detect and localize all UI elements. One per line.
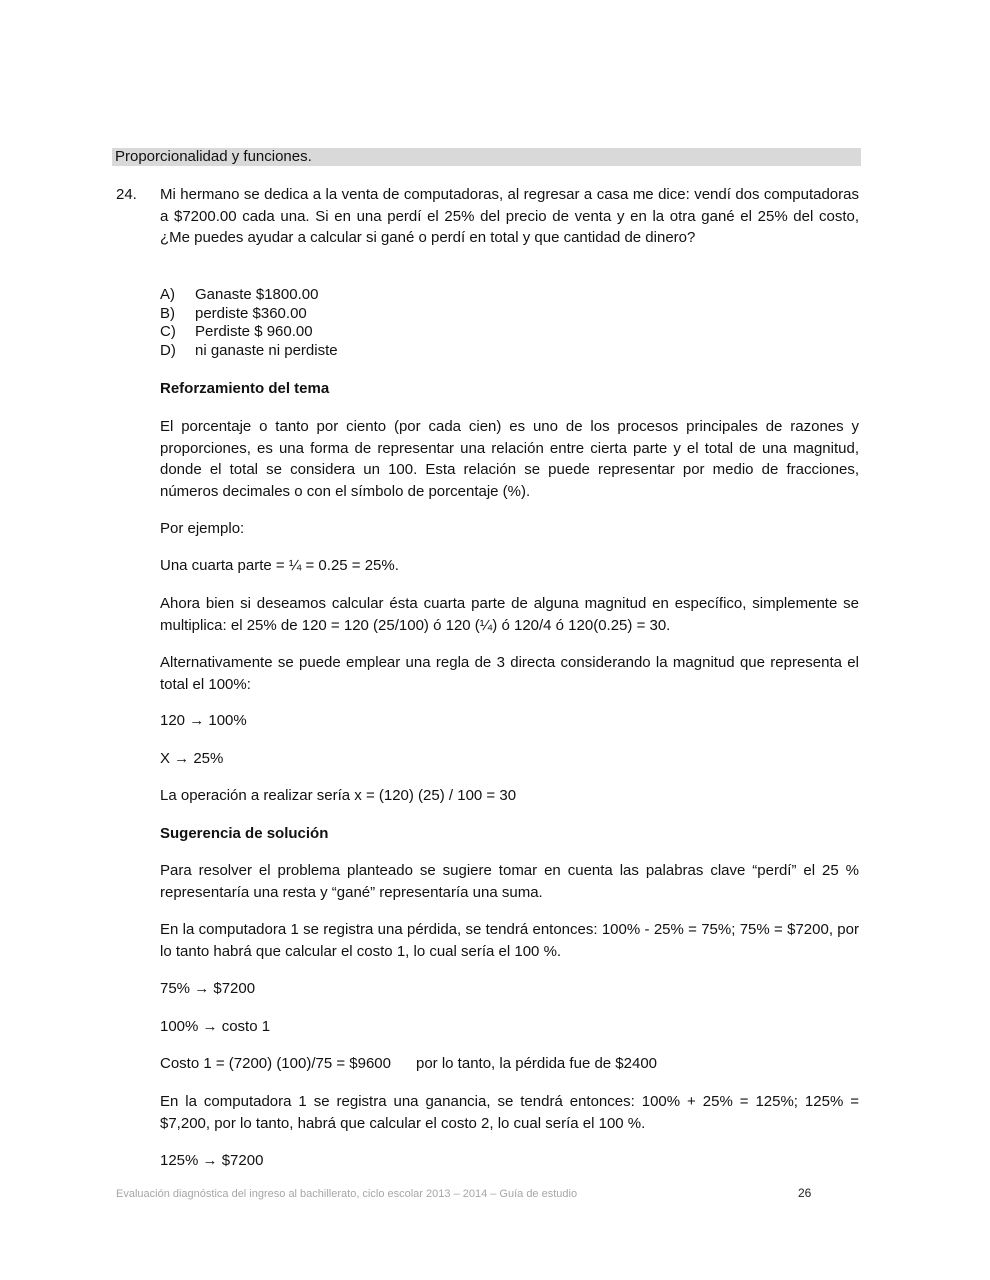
option-b[interactable]: B) perdiste $360.00 bbox=[160, 304, 307, 322]
section-title: Proporcionalidad y funciones. bbox=[112, 148, 861, 166]
paragraph: Costo 1 = (7200) (100)/75 = $9600 por lo tanto, la pérdida fue de $2400 bbox=[160, 1055, 658, 1072]
option-a[interactable]: A) Ganaste $1800.00 bbox=[160, 286, 319, 303]
paragraph: La operación a realizar sería x = (120) (25) / 100 = 30 bbox=[160, 787, 517, 804]
paragraph: En la computadora 1 se registra una ganancia, se tendrá entonces: 100% + 25% = 125%; 125% = $7,200, por lo tanto, habrá que calcular el costo 2, lo cual sería el 100 %. bbox=[160, 1093, 859, 1132]
question-number: 24. bbox=[116, 186, 137, 203]
page-number: 26 bbox=[798, 1186, 812, 1200]
option-d[interactable]: D) ni ganaste ni perdiste bbox=[160, 342, 338, 360]
heading-reforzamiento: Reforzamiento del tema bbox=[160, 380, 330, 397]
paragraph: El porcentaje o tanto por ciento (por cada cien) es uno de los procesos principales de razones y proporciones, es una forma de representar una relación entre cierta parte y el total de una magnitud, donde el total se considera un 100. Esta relación se puede representar por medio de fracciones, números decimales o con el símbolo de porcentaje (%). bbox=[160, 418, 859, 500]
paragraph: Alternativamente se puede emplear una regla de 3 directa considerando la magnitud que representa el total el 100%: bbox=[160, 654, 859, 693]
footer-text: Evaluación diagnóstica del ingreso al bachillerato, ciclo escolar 2013 – 2014 – Guía de estudio bbox=[116, 1188, 578, 1200]
paragraph: Ahora bien si deseamos calcular ésta cuarta parte de alguna magnitud en específico, simplemente se multiplica: el 25% de 120 = 120 (25/100) ó 120 (¼) ó 120/4 ó 120(0.25) = 30. bbox=[160, 595, 859, 634]
paragraph: 100% → costo 1 bbox=[160, 1018, 271, 1035]
paragraph: Para resolver el problema planteado se sugiere tomar en cuenta las palabras clave “perdí” el 25 % representaría una resta y “gané” representaría una suma. bbox=[160, 862, 859, 901]
paragraph: Una cuarta parte = ¼ = 0.25 = 25%. bbox=[160, 557, 399, 574]
answer-options bbox=[160, 286, 338, 361]
paragraph: 125% → $7200 bbox=[160, 1152, 264, 1169]
paragraph: 75% → $7200 bbox=[160, 980, 256, 997]
question-text: Mi hermano se dedica a la venta de computadoras, al regresar a casa me dice: vendí dos computadoras a $7200.00 cada una. Si en una perdí el 25% del precio de venta y en la otra gané el 25% del costo, ¿Me puedes ayudar a calcular si gané o perdí en total y que cantidad de dinero? bbox=[160, 186, 859, 246]
heading-sugerencia: Sugerencia de solución bbox=[160, 825, 329, 842]
option-c[interactable]: C) Perdiste $ 960.00 bbox=[160, 323, 313, 341]
paragraph: En la computadora 1 se registra una pérdida, se tendrá entonces: 100% - 25% = 75%; 75% = $7200, por lo tanto habrá que calcular el costo 1, lo cual sería el 100 %. bbox=[160, 921, 859, 960]
paragraph: 120 → 100% bbox=[160, 712, 247, 729]
paragraph: X → 25% bbox=[160, 750, 224, 767]
paragraph: Por ejemplo: bbox=[160, 520, 245, 537]
